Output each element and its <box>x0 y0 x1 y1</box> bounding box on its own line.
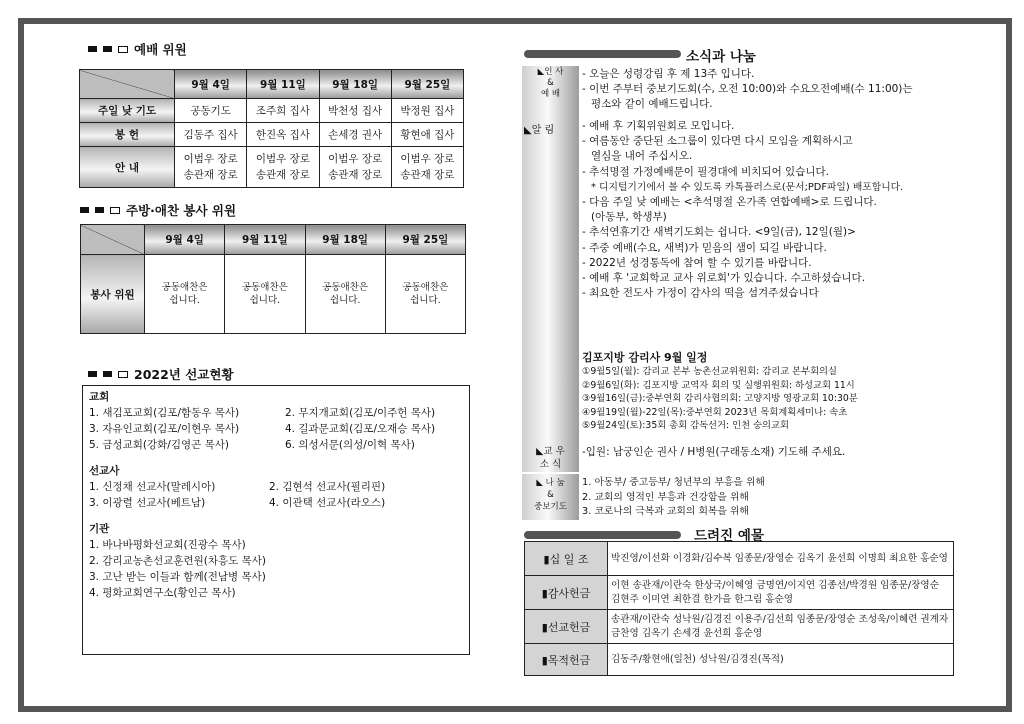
mission-box <box>82 385 470 655</box>
share-item: 1. 아동부/ 중고등부/ 청년부의 부흥을 위해 <box>582 477 765 488</box>
news-title: 소식과 나눔 <box>686 49 756 65</box>
offering-table <box>524 541 954 676</box>
church-item: 1. 새김포교회(김포/함동우 목사) <box>89 407 240 419</box>
table-cell: 박정원 집사 <box>391 99 463 123</box>
date-header: 9월 4일 <box>145 225 225 255</box>
church-item: 3. 자유인교회(김포/이현우 목사) <box>89 423 240 435</box>
greet-label: ◣인 사 & 예 배 <box>537 67 564 99</box>
org-item: 3. 고난 받는 이들과 함께(전남병 목사) <box>89 571 266 583</box>
kitchen-header-text: 주방·애찬 봉사 위원 <box>126 203 237 218</box>
date-header: 9월 18일 <box>305 225 385 255</box>
news-line: 평소와 같이 예배드립니다. <box>591 98 713 111</box>
date-header: 9월 18일 <box>319 70 391 99</box>
org-item: 2. 감리교농촌선교훈련원(차흥도 목사) <box>89 555 267 567</box>
list-item <box>89 405 463 421</box>
list-item <box>89 437 463 453</box>
greet-section <box>582 67 992 113</box>
notice-section <box>582 119 992 301</box>
table-cell: 조주희 집사 <box>247 99 319 123</box>
table-cell: 이범우 장로 송관재 장로 <box>391 147 463 188</box>
church-item: 5. 금성교회(강화/김영곤 목사) <box>89 439 229 451</box>
missionary-item: 3. 이광렬 선교사(베트남) <box>89 497 206 509</box>
notice-label: ◣알 림 <box>524 125 555 136</box>
org-item: 1. 바나바평화선교회(진광수 목사) <box>89 539 246 551</box>
offering-names: 송관재/이란숙 성낙원/김경진 이용주/김선희 임종문/장영순 조성욱/이혜련 권계자 금찬영 김옥기 손세경 윤선희 홍순영 <box>608 610 954 644</box>
date-header: 9월 4일 <box>175 70 247 99</box>
missionary-item: 4. 이관택 선교사(라오스) <box>269 497 386 509</box>
offering-title: 드려진 예물 <box>694 528 764 544</box>
news-line: - 이번 주부터 중보기도회(수, 오전 10:00)와 수요오전예배(수 11:00)는 <box>582 83 913 96</box>
offering-label: ▮선교헌금 <box>525 610 608 644</box>
member-news: -입원: 남궁인순 권사 / H병원(구래동소재) 기도해 주세요. <box>582 446 846 458</box>
news-line: * 디지털기기에서 볼 수 있도록 카톡플러스로(문서;PDF파일) 배포합니다. <box>591 181 904 193</box>
table-cell: 공동애찬은 쉽니다. <box>385 255 465 334</box>
worship-header <box>88 40 187 58</box>
news-line: - 예배 후 '교회학교 교사 위로회'가 있습니다. 수고하셨습니다. <box>582 272 866 285</box>
date-header: 9월 25일 <box>391 70 463 99</box>
table-cell: 공동애찬은 쉽니다. <box>305 255 385 334</box>
table-cell: 박천성 집사 <box>319 99 391 123</box>
table-cell: 이범우 장로 송관재 장로 <box>319 147 391 188</box>
share-item: 3. 코로나의 극복과 교회의 회복을 위해 <box>582 506 749 517</box>
church-item: 6. 의성서문(의성/이혁 목사) <box>285 439 415 451</box>
member-label: ◣교 우 소 식 <box>536 446 565 470</box>
news-line: - 예배 후 기획위원회로 모입니다. <box>582 120 735 132</box>
schedule-item: ⑤9월24일(토):35회 총회 감독선거: 인천 숭의교회 <box>582 420 789 431</box>
list-item <box>89 421 463 437</box>
date-header: 9월 11일 <box>247 70 319 99</box>
offering-label: ▮감사헌금 <box>525 576 608 610</box>
kitchen-table <box>80 224 466 334</box>
table-cell: 공동기도 <box>175 99 247 123</box>
schedule-title: 김포지방 감리사 9월 일정 <box>582 351 708 364</box>
church-item: 4. 길과문교회(김포/오재승 목사) <box>285 423 436 435</box>
spacer <box>89 511 463 521</box>
square-icon <box>88 46 97 52</box>
schedule-item: ③9월16일(금):중부연회 감리사협의회: 고양지방 영광교회 10:30분 <box>582 393 858 404</box>
news-line: - 주중 예배(수요, 새벽)가 믿음의 샘이 되길 바랍니다. <box>582 241 827 254</box>
offering-names: 박진영/이선화 이경화/김수복 임종문/장영순 김옥기 윤선희 이명희 최요한 홍순영 <box>608 542 954 576</box>
news-line: - 오늘은 성령강림 후 제 13주 입니다. <box>582 68 755 80</box>
worship-header-text: 예배 위원 <box>134 42 187 57</box>
org-item: 4. 평화교회연구소(황인근 목사) <box>89 587 236 599</box>
news-line: - 추석명절 가정예배문이 필경대에 비치되어 있습니다. <box>582 165 829 178</box>
square-icon <box>80 207 89 213</box>
news-line: - 추석연휴기간 새벽기도회는 쉽니다. <9일(금), 12일(월)> <box>582 226 856 239</box>
row-label: 주일 낮 기도 <box>80 99 175 123</box>
table-cell: 이범우 장로 송관재 장로 <box>247 147 319 188</box>
church-item: 2. 무지개교회(김포/이주헌 목사) <box>285 407 436 419</box>
square-outline-icon <box>118 46 128 53</box>
news-line: 열심을 내어 주십시오. <box>591 150 693 163</box>
missionary-item: 1. 신정채 선교사(말레시아) <box>89 481 216 493</box>
list-item <box>89 495 463 511</box>
square-icon <box>88 371 97 377</box>
table-cell: 공동애찬은 쉽니다. <box>225 255 305 334</box>
table-cell: 이범우 장로 송관재 장로 <box>175 147 247 188</box>
offering-label: ▮목적헌금 <box>525 644 608 676</box>
row-label: 봉사 위원 <box>81 255 145 334</box>
table-corner <box>80 70 175 99</box>
date-header: 9월 11일 <box>225 225 305 255</box>
offering-names: 김동주/황현애(일천) 성낙원/김경진(목적) <box>608 644 954 676</box>
section-title: 선교사 <box>89 465 120 477</box>
table-cell: 황현애 집사 <box>391 123 463 147</box>
schedule-item: ①9월5일(월): 감리교 본부 농촌선교위원회: 감리교 본부회의실 <box>582 366 838 377</box>
worship-table <box>79 69 464 188</box>
offering-names: 이현 송관재/이란숙 한상국/이혜영 금명연/이지연 김종선/박경원 임종문/장영순 김현주 이미연 최한결 한가을 한그림 홍순영 <box>608 576 954 610</box>
square-icon <box>103 46 112 52</box>
missionary-item: 2. 김현석 선교사(필리핀) <box>269 481 386 493</box>
news-line: - 2022년 성경통독에 참여 할 수 있기를 바랍니다. <box>582 256 812 269</box>
spacer <box>89 453 463 463</box>
date-header: 9월 25일 <box>385 225 465 255</box>
share-label: ◣ 나 눔 & 중보기도 <box>534 478 567 512</box>
schedule-item: ②9월6일(화): 김포지방 교역자 회의 및 실행위원회: 하성교회 11시 <box>582 379 855 391</box>
news-line: - 다음 주일 낮 예배는 <추석명절 온가족 연합예배>로 드립니다. <box>582 196 877 209</box>
table-corner <box>81 225 145 255</box>
table-cell: 한진옥 집사 <box>247 123 319 147</box>
section-title: 교회 <box>89 391 110 403</box>
table-cell: 김동주 집사 <box>175 123 247 147</box>
kitchen-header <box>80 201 236 219</box>
title-bar <box>524 50 681 58</box>
schedule-list <box>582 365 992 433</box>
news-line: (아동부, 학생부) <box>591 211 667 224</box>
title-bar <box>524 531 681 539</box>
table-cell: 공동애찬은 쉽니다. <box>145 255 225 334</box>
square-icon <box>95 207 104 213</box>
row-label: 안 내 <box>80 147 175 188</box>
schedule-item: ④9월19일(월)-22일(목):중부연회 2023년 목회계획세미나: 속초 <box>582 406 848 418</box>
square-outline-icon <box>110 207 120 214</box>
row-label: 봉 헌 <box>80 123 175 147</box>
share-list <box>582 476 765 520</box>
square-outline-icon <box>118 371 128 378</box>
list-item <box>89 479 463 495</box>
table-cell: 손세경 권사 <box>319 123 391 147</box>
mission-header <box>88 365 234 383</box>
mission-header-text: 2022년 선교현황 <box>134 367 234 382</box>
news-line: - 여름동안 중단된 소그룹이 있다면 다시 모임을 계획하시고 <box>582 135 853 148</box>
offering-label: ▮십 일 조 <box>525 542 608 576</box>
section-title: 기관 <box>89 523 110 535</box>
news-line: - 최요한 전도사 가정이 감사의 떡을 섬겨주셨습니다 <box>582 287 819 300</box>
square-icon <box>103 371 112 377</box>
share-item: 2. 교회의 영적인 부흥과 건강함을 위해 <box>582 491 749 503</box>
